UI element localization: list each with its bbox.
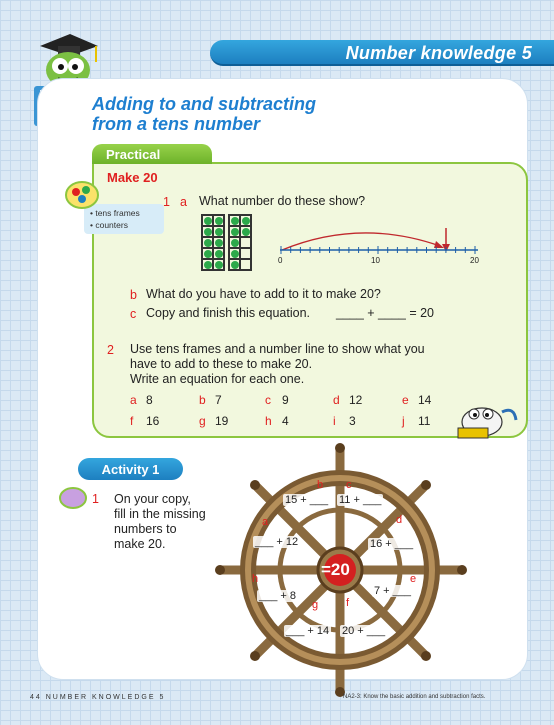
answer-letter: f	[130, 414, 134, 428]
answer-value: 9	[282, 393, 289, 407]
number-line-tick-label: 10	[371, 256, 380, 265]
wheel-letter: b	[317, 479, 324, 491]
dog-character-icon	[452, 392, 520, 444]
footer-curriculum-note: NA2-3: Know the basic addition and subtraction facts.	[343, 694, 486, 700]
practical-tab: Practical	[92, 144, 212, 164]
equation: ____ + ____ = 20	[336, 306, 435, 320]
question-1a-text: What number do these show?	[199, 194, 366, 208]
wheel-letter: f	[346, 597, 350, 609]
wheel-equation: 11 + ___	[339, 494, 382, 506]
answer-value: 12	[349, 393, 363, 407]
tens-frame	[201, 214, 225, 271]
wheel-equation: ___ + 8	[259, 590, 297, 602]
answer-letter: d	[333, 393, 340, 407]
wheel-equation: 20 + ___	[342, 625, 386, 637]
wheel-letter: a	[262, 516, 269, 528]
question-number: 2	[107, 343, 114, 357]
footer-page-label: 44 NUMBER KNOWLEDGE 5	[30, 694, 166, 701]
wheel-equation: ___ + 14	[286, 625, 330, 637]
number-line-tick-label: 20	[470, 256, 479, 265]
answer-value: 7	[215, 393, 222, 407]
answer-letter: h	[265, 414, 272, 428]
answer-letter: j	[402, 414, 405, 428]
wheel-letter: d	[396, 514, 403, 526]
practical-heading: Make 20	[107, 170, 158, 185]
lesson-title-line1: Adding to and subtracting	[92, 94, 316, 114]
activity-number: 1	[92, 492, 99, 506]
answer-letter: e	[402, 393, 409, 407]
tens-frame	[228, 214, 252, 271]
copy-badge-icon	[58, 486, 88, 510]
wheel-letter: e	[410, 573, 417, 585]
answer-letter: i	[333, 414, 336, 428]
wheel-equation: 7 + ___	[374, 585, 412, 597]
materials-item: • tens frames	[90, 208, 140, 218]
activity-text: On your copy, fill in the missing numbers to make 20.	[114, 492, 206, 551]
wheel-equation: ___ + 12	[255, 536, 299, 548]
lesson-title	[92, 94, 392, 134]
number-line	[270, 224, 490, 270]
question-1c-text: Copy and finish this equation.	[146, 306, 310, 320]
question-1b-text: What do you have to add to it to make 20?	[146, 287, 381, 301]
page-title: Number knowledge 5	[345, 43, 532, 63]
answer-value: 8	[146, 393, 153, 407]
wheel-letter: g	[312, 599, 319, 611]
activity-label: Activity 1	[78, 458, 183, 480]
answer-letter: b	[199, 393, 206, 407]
question-2-text: Use tens frames and a number line to show what you have to add to these to make 20. Write an equation for each one.	[130, 342, 425, 386]
answer-value: 11	[418, 414, 431, 428]
number-line-tick-label: 0	[278, 256, 283, 265]
materials-item: • counters	[90, 220, 128, 230]
answer-letter: c	[265, 393, 271, 407]
wheel-letter: c	[346, 479, 352, 491]
header-banner	[210, 40, 554, 66]
answer-value: 16	[146, 414, 160, 428]
answer-value: 3	[349, 414, 356, 428]
answer-value: 14	[418, 393, 432, 407]
counters-icon	[64, 180, 100, 210]
answer-value: 4	[282, 414, 289, 428]
answer-value: 19	[215, 414, 229, 428]
question-letter: a	[180, 195, 187, 209]
answer-letter: a	[130, 393, 137, 407]
question-letter: b	[130, 288, 137, 302]
answer-letter: g	[199, 414, 206, 428]
question-number: 1	[163, 195, 170, 209]
lesson-title-line2: from a tens number	[92, 114, 261, 134]
wheel-equation: 15 + ___	[285, 494, 329, 506]
wheel-hub-label: =20	[321, 560, 350, 579]
question-letter: c	[130, 307, 137, 321]
wheel-equation: 16 + ___	[370, 538, 414, 550]
wheel-letter: h	[252, 573, 259, 585]
